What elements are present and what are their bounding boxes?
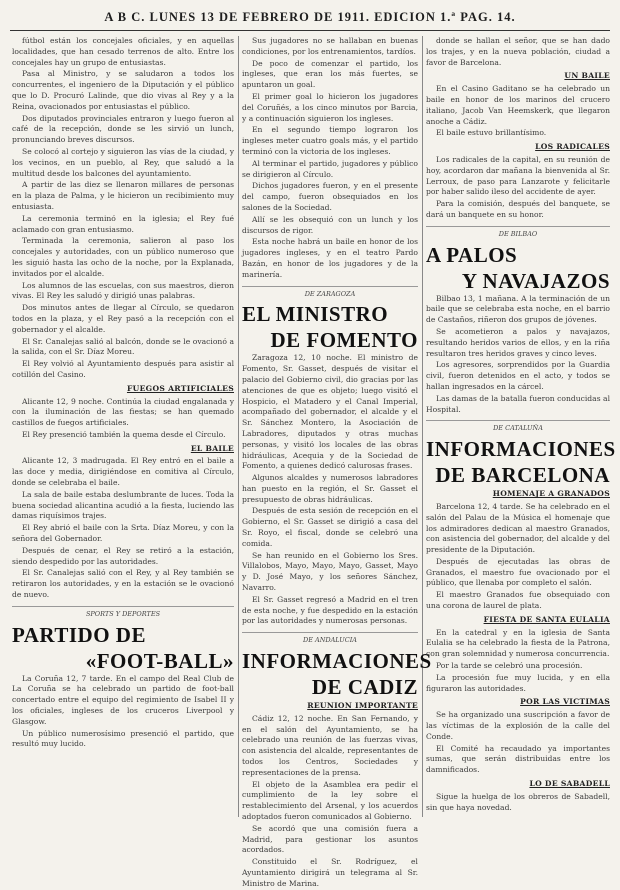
col1-paras-b (12, 397, 234, 441)
paragraph: Barcelona 12, 4 tarde. Se ha celebrado en el salón del Palau de la Música el homenaje que los admiradores dedican al maestro Granados, con asistencia del gobernador, del alcalde y del presidente de la Diputación. (426, 501, 610, 555)
headline-de-barcelona: DE BARCELONA (435, 463, 610, 488)
headline-fomento: DE FOMENTO (270, 328, 418, 353)
paragraph: En el segundo tiempo lograron los ingleses meter cuatro goals más, y el partido terminó con la victoria de los ingleses. (242, 125, 418, 156)
subhead-baile: EL BAILE (190, 443, 234, 453)
section-label-bilbao: DE BILBAO (426, 226, 610, 240)
subhead-reunion: REUNION IMPORTANTE (307, 701, 418, 711)
headline-de-cadiz: DE CADIZ (311, 675, 418, 700)
top-rule (10, 30, 610, 31)
col3-paras-g (426, 710, 610, 776)
paragraph: Dos diputados provinciales entraron y luego fueron al café de la recepción, donde se les sirvió un lunch, pronunciando breves discursos. (12, 113, 234, 145)
section-label-andalucia: DE ANDALUCIA (242, 632, 418, 646)
headline-informaciones-cadiz: INFORMACIONES (242, 649, 432, 674)
paragraph: Se acordó que una comisión fuera a Madrid, para gestionar los asuntos acordados. (242, 823, 418, 855)
paragraph: El Sr. Canalejas salió al balcón, donde se le ovacionó a la salida, con el Sr. Díaz Moreu. (12, 336, 234, 357)
paragraph: El baile estuvo brillantísimo. (436, 128, 547, 138)
paragraph: Los alumnos de las escuelas, con sus maestros, dieron vivas. El Rey les saludó y dirigió unas palabras. (12, 280, 234, 301)
subhead-fuegos: FUEGOS ARTIFICIALES (126, 383, 234, 393)
column-divider (238, 36, 239, 817)
col1-paras-a (12, 36, 234, 381)
paragraph: El Sr. Canalejas salió con el Rey, y al Rey también se retiraron los autoridades, y en la estación se le ovacionó de nuevo. (12, 568, 234, 600)
paragraph: La sala de baile estaba deslumbrante de luces. Toda la buena sociedad alicantina acudió a la fiesta, luciendo las damas riquísimos trajes. (12, 489, 234, 521)
col1-paras-d (12, 674, 234, 751)
paragraph: El Rey volvió al Ayuntamiento después para asistir al cotillón del Casino. (12, 359, 234, 379)
section-label-cataluna: DE CATALUÑA (426, 420, 610, 434)
paragraph: Allí se les obsequió con un lunch y los discursos de rigor. (242, 214, 418, 235)
subhead-un-baile: UN BAILE (564, 71, 610, 81)
col3-paras-h (426, 792, 610, 814)
paragraph: Zaragoza 12, 10 noche. El ministro de Fomento, Sr. Gasset, después de visitar el palacio del Gobierno civil, dio gracias por las atenciones de que es objeto; luego visitó el Hospicio, el Matadero y el Canal Imperial, acompañado del gobernador, el alcalde y el Sr. Sánchez Montero, la Asociación de Labradores, diputados y otras muchas personas, y visitó los locales de las obras hidráulicas, Acequia y de la Sociedad de Fomento, a quienes dedicó calurosas frases. (242, 353, 418, 471)
paragraph: La Coruña 12, 7 tarde. En el campo del Real Club de La Coruña se ha celebrado un partido de foot-ball concertado entre el equipo del regimiento de Isabel II y los oficiales, ingleses de los cruceros Liverpool y Glasgow. (12, 673, 234, 726)
paragraph: El Sr. Gasset regresó a Madrid en el tren de esta noche, y fue despedido en la estación por las autoridades y numerosas personas. (242, 594, 418, 626)
section-label-sports: SPORTS Y DEPORTES (12, 606, 234, 620)
headline-navajazos: Y NAVAJAZOS (461, 268, 610, 293)
headline-a-palos: A PALOS (426, 242, 518, 267)
col3-paras-d (426, 294, 610, 416)
col3-paras-b (426, 84, 610, 139)
paragraph: Cádiz 12, 12 noche. En San Fernando, y en el salón del Ayuntamiento, se ha celebrado una reunión de las fuerzas vivas, con asistencia del alcalde, representantes de todos los Centros, Sociedades y representaciones de la prensa. (242, 713, 418, 777)
col3-paras-c (426, 155, 610, 221)
paragraph: De poco de comenzar el partido, los ingleses, que eran los más fuertes, se apuntaron un goal. (242, 58, 418, 90)
col3-paras-a (426, 36, 610, 68)
paragraph: fútbol están los concejales oficiales, y en aquellas localidades, que han cesado terrenos de alto. Entre los concejales hay un grupo de entusiastas. (12, 36, 234, 67)
headline-partido: PARTIDO DE (12, 622, 146, 647)
column-1 (12, 36, 234, 819)
subhead-fiesta: FIESTA DE SANTA EULALIA (483, 614, 610, 624)
paragraph: Los radicales de la capital, en su reunión de hoy, acordaron dar mañana la bienvenida al Sr. Lerroux, de paso para Lanzarote y felicitarle por haber salido ileso del accidente de ayer. (426, 154, 610, 197)
paragraph: Se acometieron a palos y navajazos, resultando heridos varios de ellos, y en la riña resultaron tres heridos graves y cinco leves. (426, 326, 610, 358)
col2-paras-c (242, 714, 418, 890)
paragraph: El objeto de la Asamblea era pedir el cumplimiento de la ley sobre el restablecimiento del Arsenal, y los acuerdos adoptados fueron comunicados al Gobierno. (242, 779, 418, 822)
paragraph: Se ha organizado una suscripción a favor de las víctimas de la explosión de la calle del Conde. (426, 710, 610, 741)
paragraph: Después de ejecutadas las obras de Granados, el maestro fue ovacionado por el público, que llenaba por completo el salón. (426, 556, 610, 588)
paragraph: Algunos alcaldes y numerosos labradores han puesto en la región, el Sr. Gasset el presupuesto de obras hidráulicas. (242, 473, 418, 504)
paragraph: Esta noche habrá un baile en honor de los jugadores ingleses, y en el teatro Pardo Bazán, en honor de los jugadores y de la marinería. (242, 237, 418, 279)
column-3 (426, 36, 616, 819)
paragraph: Sus jugadores no se hallaban en buenas condiciones, por los entrenamientos, tardíos. (242, 36, 418, 56)
paragraph: donde se hallan el señor, que se han dado los trajes, y en la nueva población, ciudad a favor de Barcelona. (426, 36, 610, 67)
paragraph: Alicante 12, 3 madrugada. El Rey entró en el baile a las doce y media, dirigiéndose en comitiva al Círculo, donde se celebraba el baile. (12, 456, 234, 488)
paragraph: Se colocó al cortejo y siguieron las vías de la ciudad, y los vecinos, en un pueblo, al Rey, que saludó a la multitud desde los balcones del ayuntamiento. (12, 146, 234, 178)
col3-paras-e (426, 502, 610, 612)
paragraph: Para la comisión, después del banquete, se dará un banquete en su honor. (426, 199, 610, 219)
col1-paras-c (12, 456, 234, 600)
paragraph: El maestro Granados fue obsequiado con una corona de laurel de plata. (426, 590, 610, 611)
paragraph: Después de esta sesión de recepción en el Gobierno, el Sr. Gasset se dirigió a casa del Sr. Royo, el fiscal, donde se celebró una comida. (242, 506, 418, 548)
paragraph: Por la tarde se celebró una procesión. (436, 661, 583, 671)
paragraph: Dos minutos antes de llegar al Círculo, se quedaron todos en la plaza, y el Rey pasó a la recepción con el gobernador y el alcalde. (12, 303, 234, 334)
paragraph: La ceremonia terminó en la iglesia; el Rey fué aclamado con gran entusiasmo. (12, 213, 234, 234)
paragraph: Las damas de la batalla fueron conducidas al Hospital. (426, 393, 610, 414)
subhead-radicales: LOS RADICALES (535, 142, 610, 152)
paragraph: A partir de las diez se llenaron millares de personas en la plaza de Palma, y le hicieron un recibimiento muy entusiasta. (12, 180, 234, 211)
subhead-victimas: POR LAS VICTIMAS (520, 697, 610, 707)
subhead-sabadell: LO DE SABADELL (529, 779, 610, 789)
section-label-zaragoza: DE ZARAGOZA (242, 286, 418, 300)
paragraph: Un público numerosísimo presenció el partido, que resultó muy lucido. (12, 728, 234, 749)
headline-football: «FOOT-BALL» (85, 648, 234, 673)
subhead-homenaje: HOMENAJE A GRANADOS (492, 489, 610, 499)
paragraph: Terminada la ceremonia, salieron al paso los concejales y autoridades, con un público numeroso que les siguió hasta las ocho de la noche, por la Explanada, invitados por el alcalde. (12, 236, 234, 278)
column-2 (242, 36, 432, 888)
col2-paras-b (242, 353, 418, 627)
col2-paras-a (242, 36, 418, 281)
paragraph: Al terminar el partido, jugadores y público se dirigieron al Círculo. (242, 158, 418, 179)
masthead: A B C. LUNES 13 DE FEBRERO DE 1911. EDICION 1.ª PAG. 14. (104, 10, 516, 24)
paragraph: El Rey abrió el baile con la Srta. Díaz Moreu, y con la señora del Gobernador. (12, 523, 234, 544)
paragraph: Constituido el Sr. Rodríguez, el Ayuntamiento dirigirá un telegrama al Sr. Ministro de Marina. (242, 857, 418, 888)
paragraph: Los agresores, sorprendidos por la Guardia civil, fueron detenidos en el acto, y todos se hallan ingresados en la cárcel. (426, 360, 610, 391)
paragraph: Alicante 12, 9 noche. Continúa la ciudad engalanada y con la iluminación de las fiestas; se han quemado castillos de fuegos artificiales. (12, 396, 234, 428)
paragraph: En el Casino Gaditano se ha celebrado un baile en honor de los marinos del crucero italiano, Jacob Van Heemskerk, que llegaron anoche a Cádiz. (426, 84, 610, 126)
paragraph: El Rey presenció también la quema desde el Círculo. (22, 429, 226, 439)
paragraph: En la catedral y en la iglesia de Santa Eulalia se ha celebrado la fiesta de la Patrona, con gran solemnidad y numerosa concurrencia. (426, 627, 610, 659)
paragraph: Sigue la huelga de los obreros de Sabadell, sin que haya novedad. (426, 791, 610, 812)
paragraph: La procesión fue muy lucida, y en ella figuraron las autoridades. (426, 672, 610, 693)
col3-paras-f (426, 628, 610, 695)
paragraph: El Comité ha recaudado ya importantes sumas, que serán distribuidas entre los damnificados. (426, 743, 610, 775)
paragraph: Después de cenar, el Rey se retiró a la estación, siendo despedido por las autoridades. (12, 545, 234, 566)
paragraph: Dichos jugadores fueron, y en el presente del campo, fueron obsequiados en los salones de la Sociedad. (242, 181, 418, 212)
paragraph: Se han reunido en el Gobierno los Sres. Villalobos, Mayo, Mayo, Mayo, Gasset, Mayo y D. José Mayo, y los señores Sánchez, Navarro. (242, 550, 418, 593)
paragraph: Pasa al Ministro, y se saludaron a todos los concurrentes, el ingeniero de la Diputación y el público que lo D. Procuró Lalinde, que dio vivas al Rey y a la Reina, ovacionados por entusiastas el público. (12, 69, 234, 111)
column-divider (422, 36, 423, 817)
headline-informaciones-bcn: INFORMACIONES (426, 437, 616, 462)
paragraph: Bilbao 13, 1 mañana. A la terminación de un baile que se celebraba esta noche, en el barrio de Castaños, riñeron dos grupos de jóvenes. (426, 293, 610, 325)
paragraph: El primer goal lo hicieron los jugadores del Coruñés, a los cinco minutos por Barcia, y a continuación siguieron los ingleses. (242, 91, 418, 123)
headline-ministro: EL MINISTRO (242, 302, 389, 327)
